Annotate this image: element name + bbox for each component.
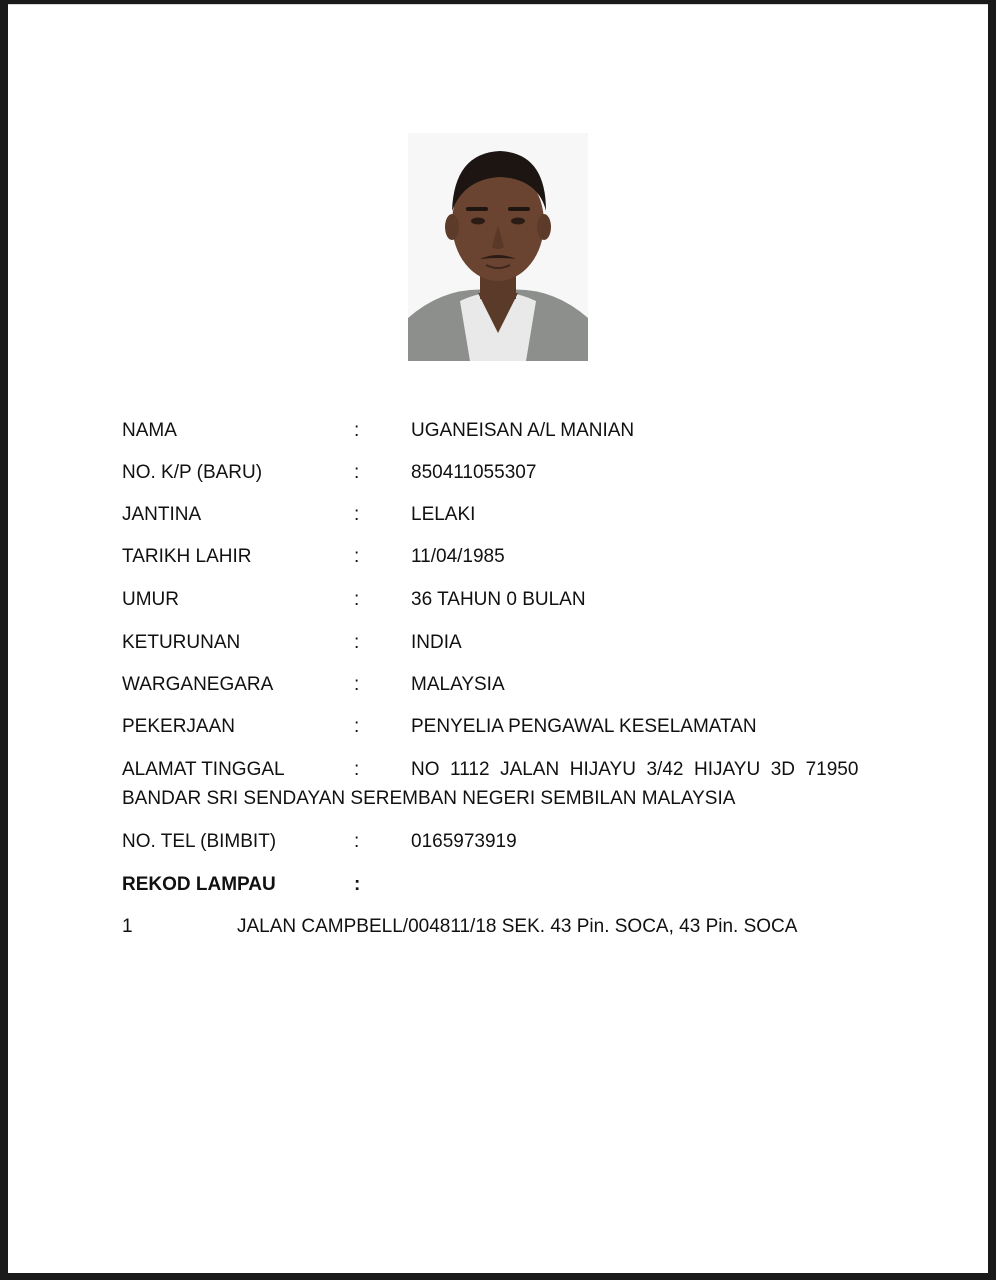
separator: : (354, 462, 360, 483)
label-rekod-lampau: REKOD LAMPAU (122, 874, 276, 895)
separator: : (354, 874, 361, 895)
value-umur: 36 TAHUN 0 BULAN (411, 589, 586, 610)
label-pekerjaan: PEKERJAAN (122, 716, 235, 737)
separator: : (354, 420, 360, 441)
separator: : (354, 589, 360, 610)
document-page (8, 4, 988, 1273)
label-tel: NO. TEL (BIMBIT) (122, 831, 277, 852)
value-warganegara: MALAYSIA (411, 674, 505, 695)
separator: : (354, 716, 360, 737)
separator: : (354, 504, 360, 525)
separator: : (354, 632, 360, 653)
value-tarikh-lahir: 11/04/1985 (411, 546, 505, 567)
value-kp: 850411055307 (411, 462, 537, 483)
separator: : (354, 759, 360, 780)
label-jantina: JANTINA (122, 504, 202, 525)
label-nama: NAMA (122, 420, 177, 441)
label-warganegara: WARGANEGARA (122, 674, 274, 695)
label-alamat: ALAMAT TINGGAL (122, 759, 285, 780)
value-pekerjaan: PENYELIA PENGAWAL KESELAMATAN (411, 716, 757, 737)
label-keturunan: KETURUNAN (122, 632, 241, 653)
profile-photo (408, 133, 588, 361)
rekod-item-text: JALAN CAMPBELL/004811/18 SEK. 43 Pin. SOCA, 43 Pin. SOCA (237, 916, 798, 937)
value-jantina: LELAKI (411, 504, 476, 525)
value-nama: UGANEISAN A/L MANIAN (411, 420, 635, 441)
value-tel: 0165973919 (411, 831, 517, 852)
value-alamat-line1: NO 1112 JALAN HIJAYU 3/42 HIJAYU 3D 71950 (411, 759, 859, 780)
separator: : (354, 674, 360, 695)
label-tarikh-lahir: TARIKH LAHIR (122, 546, 252, 567)
value-alamat-line2: BANDAR SRI SENDAYAN SEREMBAN NEGERI SEMBILAN MALAYSIA (122, 788, 736, 809)
separator: : (354, 831, 360, 852)
label-kp: NO. K/P (BARU) (122, 462, 263, 483)
value-keturunan: INDIA (411, 632, 462, 653)
rekod-item-number: 1 (122, 916, 133, 937)
label-umur: UMUR (122, 589, 179, 610)
separator: : (354, 546, 360, 567)
